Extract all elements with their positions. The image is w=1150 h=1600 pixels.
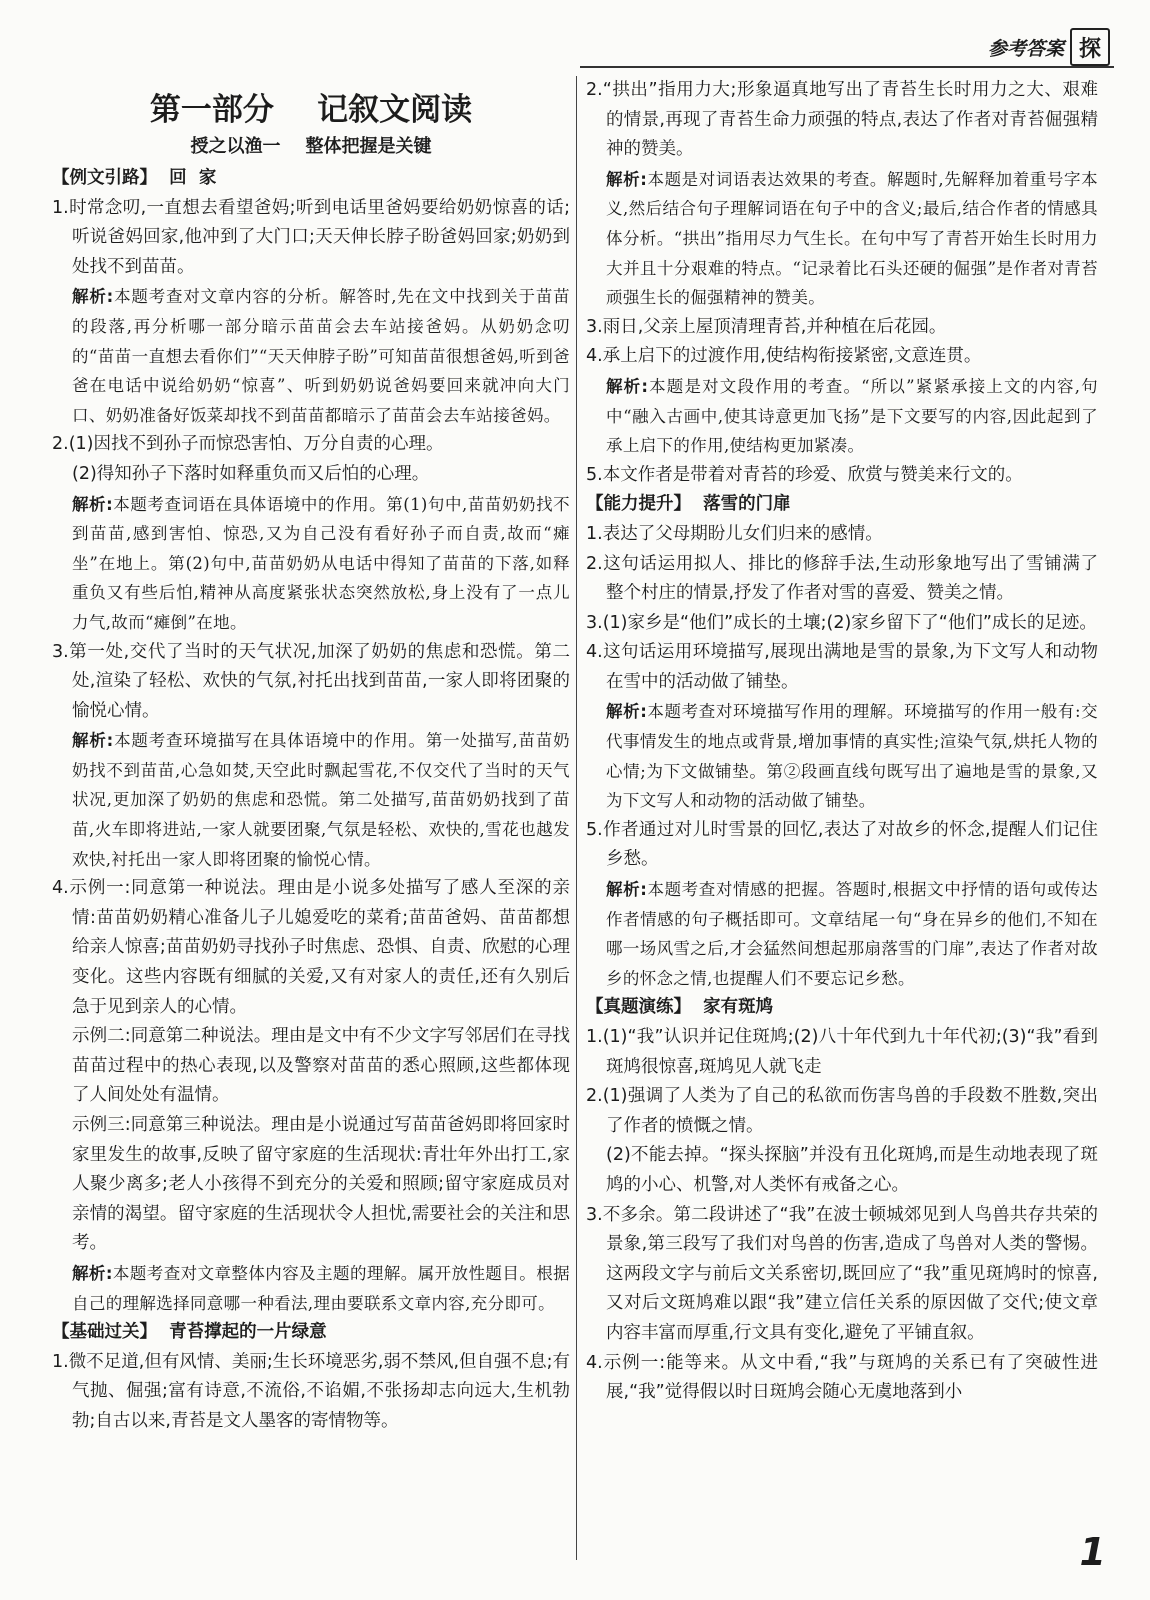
analysis-1: [52, 282, 570, 430]
analysis-text: 本题考查对文章内容的分析。解答时,先在文中找到关于苗苗的段落,再分析哪一部分暗示苗苗会去车站接爸妈。从奶奶念叨的“苗苗一直想去看你们”“天天伸脖子盼”可知苗苗很想爸妈,听到爸爸在电话中说给奶奶“惊喜”、听到奶奶说爸妈要回来就冲向大门口、奶奶准备好饭菜却找不到苗苗都暗示了苗苗会去车站接爸妈。: [72, 287, 570, 425]
basic-answer-1: 1.微不足道,但有风情、美丽;生长环境恶劣,弱不禁风,但自强不息;有气抛、倔强;富有诗意,不流俗,不谄媚,不张扬却志向远大,生机勃勃;自古以来,青苔是文人墨客的寄情物等。: [52, 1351, 570, 1431]
analysis-text: 本题是对词语表达效果的考查。解题时,先解释加着重号字本义,然后结合句子理解词语在句子中的含义;最后,结合作者的情感具体分析。“拱出”指用尽力气生长。在句中写了青苔开始生长时用力大并且十分艰难的特点。“记录着比石头还硬的倔强”是作者对青苔顽强生长的倔强精神的赞美。: [606, 169, 1098, 308]
ability-answer-5: 5.作者通过对儿时雪景的回忆,表达了对故乡的怀念,提醒人们记住乡愁。: [586, 819, 1098, 870]
analysis-text: 本题考查对情感的把握。答题时,根据文中抒情的语句或传达作者情感的句子概括即可。文章结尾一句“身在异乡的他们,不知在哪一场风雪之后,才会猛然间想起那扇落雪的门扉”,表达了作者对故乡的怀念之情,也提醒人们不要忘记乡愁。: [606, 880, 1098, 988]
part-title: 第一部分 记叙文阅读: [149, 92, 473, 128]
ability-answer-3: 3.(1)家乡是“他们”成长的土壤;(2)家乡留下了“他们”成长的足迹。: [586, 612, 1097, 633]
exam-answer-2-part1: 2.(1)强调了人类为了自己的私欲而伤害鸟兽的手段数不胜数,突出了作者的愤慨之情。: [586, 1086, 1098, 1136]
section-heading-real-exam: 【真题演练】 家有斑鸠: [586, 997, 774, 1018]
analysis-text: 本题考查对环境描写作用的理解。环境描写的作用一般有:交代事情发生的地点或背景,增加事情的真实性;渲染气氛,烘托人物的心情;为下文做铺垫。第②段画直线句既写出了遍地是雪的景象,又为下文写人和动物的活动做了铺垫。: [606, 702, 1098, 811]
analysis-4: [52, 1259, 570, 1318]
logo-seal: 探: [1070, 28, 1110, 66]
basic-analysis-2: [586, 165, 1098, 313]
exam-answer-3: 3.不多余。第二段讲述了“我”在波士顿城郊见到人鸟兽共存共荣的景象,第三段写了我们对鸟兽的伤害,造成了鸟兽对人类的警惕。这两段文字与前后文关系密切,既回应了“我”重见斑鸠时的惊喜,又对后文斑鸠难以跟“我”建立信任关系的原因做了交代;使文章内容丰富而厚重,行文具有变化,避免了平铺直叙。: [586, 1204, 1098, 1343]
analysis-label: 解析:: [72, 494, 114, 514]
analysis-3: [52, 726, 570, 874]
section-heading-example: 【例文引路】 回 家: [52, 168, 217, 188]
exam-answer-2-part2: (2)不能去掉。“探头探脑”并没有丑化斑鸠,而是生动地表现了斑鸠的小心、机警,对人类怀有戒备之心。: [606, 1145, 1098, 1195]
basic-answer-5: 5.本文作者是带着对青苔的珍爱、欣赏与赞美来行文的。: [586, 464, 1023, 485]
answer-2-part2: (2)得知孙子下落时如释重负而又后怕的心理。: [72, 463, 430, 484]
basic-analysis-4: [586, 372, 1098, 461]
basic-answer-2: 2.“拱出”指用力大;形象逼真地写出了青苔生长时用力之大、艰难的情景,再现了青苔生命力顽强的特点,表达了作者对青苔倔强精神的赞美。: [586, 80, 1098, 160]
header-label: 参考答案: [987, 37, 1064, 60]
page-number: 1: [1079, 1530, 1106, 1574]
section-heading-basic: 【基础过关】 青苔撑起的一片绿意: [52, 1322, 327, 1343]
ability-answer-2: 2.这句话运用拟人、排比的修辞手法,生动形象地写出了雪铺满了整个村庄的情景,抒发了作者对雪的喜爱、赞美之情。: [586, 553, 1098, 604]
exam-answer-1: 1.(1)“我”认识并记住斑鸠;(2)八十年代到九十年代初;(3)“我”看到斑鸠很惊喜,斑鸠见人就飞走: [586, 1027, 1098, 1077]
answer-3: 3.第一处,交代了当时的天气状况,加深了奶奶的焦虑和恐慌。第二处,渲染了轻松、欢快的气氛,衬托出找到苗苗,一家人即将团聚的愉悦心情。: [52, 641, 570, 721]
basic-answer-3: 3.雨日,父亲上屋顶清理青苔,并种植在后花园。: [586, 316, 947, 337]
ability-analysis-4: [586, 697, 1098, 815]
right-column: [586, 76, 1098, 1408]
analysis-label: 解析:: [606, 880, 648, 900]
ability-analysis-5: [586, 875, 1098, 993]
answer-4-example2: 示例二:同意第二种说法。理由是文中有不少文字写邻居们在寻找苗苗过程中的热心表现,以及警察对苗苗的悉心照顾,这些都体现了人间处处有温情。: [72, 1026, 570, 1106]
analysis-text: 本题是对文段作用的考查。“所以”紧紧承接上文的内容,句中“融入古画中,使其诗意更加飞扬”是下文要写的内容,因此起到了承上启下的作用,使结构更加紧凑。: [606, 376, 1098, 456]
basic-answer-4: 4.承上启下的过渡作用,使结构衔接紧密,文意连贯。: [586, 346, 982, 367]
left-column: [52, 76, 570, 1437]
section-heading-ability: 【能力提升】 落雪的门扉: [586, 494, 791, 515]
analysis-text: 本题考查对文章整体内容及主题的理解。属开放性题目。根据自己的理解选择同意哪一种看法,理由要联系文章内容,充分即可。: [72, 1263, 571, 1313]
ability-answer-4: 4.这句话运用环境描写,展现出满地是雪的景象,为下文写人和动物在雪中的活动做了铺垫。: [586, 642, 1098, 692]
analysis-label: 解析:: [72, 287, 114, 307]
answer-4-example1: 4.示例一:同意第一种说法。理由是小说多处描写了感人至深的亲情:苗苗奶奶精心准备儿子儿媳爱吃的菜肴;苗苗爸妈、苗苗都想给亲人惊喜;苗苗奶奶寻找孙子时焦虑、恐惧、自责、欣慰的心理变化。这些内容既有细腻的关爱,又有对家人的责任,还有久别后急于见到亲人的心情。: [52, 878, 570, 1017]
ability-answer-1: 1.表达了父母期盼儿女们归来的感情。: [586, 523, 883, 544]
answer-1: 1.时常念叨,一直想去看望爸妈;听到电话里爸妈要给奶奶惊喜的话;听说爸妈回家,他冲到了大门口;天天伸长脖子盼爸妈回家;奶奶到处找不到苗苗。: [52, 197, 570, 277]
page-header: [988, 28, 1110, 66]
analysis-label: 解析:: [606, 169, 648, 189]
analysis-text: 本题考查环境描写在具体语境中的作用。第一处描写,苗苗奶奶找不到苗苗,心急如焚,天空此时飘起雪花,不仅交代了当时的天气状况,更加深了奶奶的焦虑和恐慌。第二处描写,苗苗奶奶找到了苗苗,火车即将进站,一家人就要团聚,气氛是轻松、欢快的,雪花也越发欢快,衬托出一家人即将团聚的愉悦心情。: [72, 731, 570, 869]
answer-4-example3: 示例三:同意第三种说法。理由是小说通过写苗苗爸妈即将回家时家里发生的故事,反映了留守家庭的生活现状:青壮年外出打工,家人聚少离多;老人小孩得不到充分的关爱和照顾;留守家庭成员对亲情的渴望。留守家庭的生活现状令人担忧,需要社会的关注和思考。: [72, 1115, 570, 1254]
part-subtitle: 授之以渔一 整体把握是关键: [190, 136, 432, 157]
answer-2-part1: 2.(1)因找不到孙子而惊恐害怕、万分自责的心理。: [52, 434, 444, 455]
analysis-text: 本题考查词语在具体语境中的作用。第(1)句中,苗苗奶奶找不到苗苗,感到害怕、惊恐,又为自己没有看好孙子而自责,故而“瘫坐”在地上。第(2)句中,苗苗奶奶从电话中得知了苗苗的下落,如释重负又有些后怕,精神从高度紧张状态突然放松,身上没有了一点儿力气,故而“瘫倒”在地。: [72, 494, 570, 632]
analysis-label: 解析:: [72, 1263, 113, 1283]
exam-answer-4: 4.示例一:能等来。从文中看,“我”与斑鸠的关系已有了突破性进展,“我”觉得假以时日斑鸠会随心无虞地落到小: [586, 1352, 1098, 1403]
column-divider: [576, 76, 577, 1560]
header-rule: [580, 66, 1114, 68]
analysis-label: 解析:: [72, 731, 114, 751]
analysis-2: [52, 490, 570, 638]
analysis-label: 解析:: [606, 702, 648, 722]
analysis-label: 解析:: [606, 376, 649, 396]
